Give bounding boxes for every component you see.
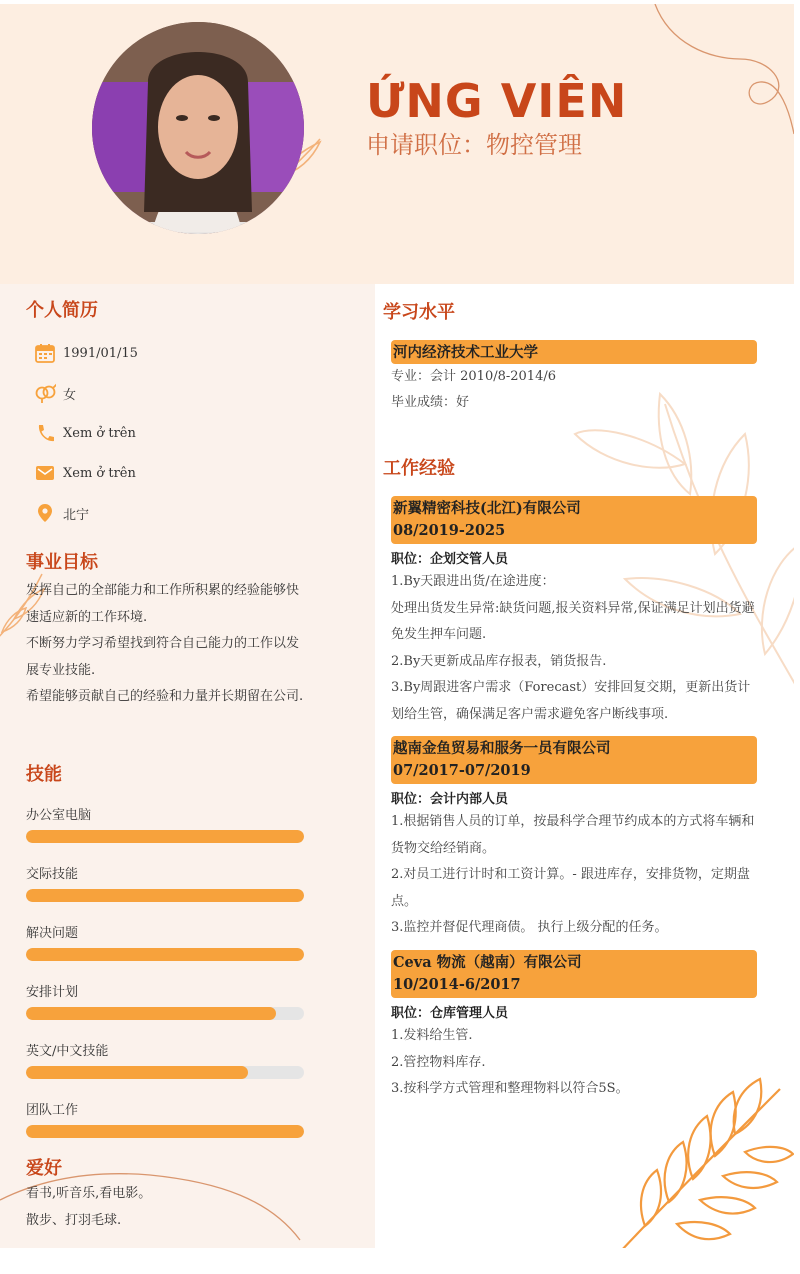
email-value: Xem ở trên bbox=[63, 465, 136, 481]
duty-line: 3.监控并督促代理商债。 执行上级分配的任务。 bbox=[391, 920, 668, 935]
company-name: 越南金鱼贸易和服务一员有限公司 bbox=[393, 740, 611, 757]
skill-item bbox=[26, 804, 304, 843]
skill-bar bbox=[26, 948, 304, 961]
skill-bar bbox=[26, 1125, 304, 1138]
birthdate-row bbox=[34, 341, 138, 365]
duty-line: 3.By周跟进客户需求（Forecast）安排回复交期，更新出货计划给生管，确保满足客户需求避免客户断线事项. bbox=[391, 680, 751, 722]
skill-bar bbox=[26, 889, 304, 902]
skill-name: 解决问题 bbox=[26, 926, 79, 941]
skill-bar bbox=[26, 1066, 304, 1079]
left-sidebar bbox=[0, 284, 375, 1248]
job-duties bbox=[391, 1023, 759, 1103]
experience-heading: 工作经验 bbox=[383, 458, 455, 479]
skill-level-fill bbox=[26, 1066, 248, 1079]
applied-position: 申请职位：物控管理 bbox=[366, 131, 582, 159]
job-role: 职位：仓库管理人员 bbox=[391, 1006, 509, 1021]
objective-heading: 事业目标 bbox=[26, 552, 98, 573]
skill-item bbox=[26, 1040, 304, 1079]
skill-item bbox=[26, 922, 304, 961]
education-heading: 学习水平 bbox=[383, 302, 455, 323]
job-role: 职位：企划交管人员 bbox=[391, 552, 509, 567]
job-period: 10/2014-6/2017 bbox=[393, 976, 521, 993]
profile-heading: 个人简历 bbox=[26, 300, 98, 321]
skill-name: 安排计划 bbox=[26, 985, 79, 1000]
education-major: 专业：会计 2010/8-2014/6 bbox=[391, 369, 556, 384]
skills-heading: 技能 bbox=[26, 764, 62, 785]
hobby-line: 散步、打羽毛球. bbox=[26, 1212, 122, 1228]
phone-row bbox=[34, 421, 136, 445]
duty-line: 2.By天更新成品库存报表，销货报告. bbox=[391, 653, 607, 669]
gender-icon bbox=[34, 382, 56, 404]
job-period: 07/2017-07/2019 bbox=[393, 762, 531, 779]
resume-page bbox=[0, 4, 794, 1248]
email-row bbox=[34, 461, 136, 485]
job-header bbox=[391, 950, 757, 998]
skill-name: 英文/中文技能 bbox=[26, 1044, 109, 1059]
address-row bbox=[34, 501, 89, 525]
skill-bar bbox=[26, 830, 304, 843]
address-value: 北宁 bbox=[63, 507, 90, 523]
objective-text: 发挥自己的全部能力和工作所积累的经验能够快速适应新的工作环境. 不断努力学习希望找到符合自己能力的工作以发展专业技能. 希望能够贡献自己的经验和力量并长期留在公司. bbox=[26, 583, 304, 704]
skill-item bbox=[26, 863, 304, 902]
education-grade: 毕业成绩：好 bbox=[391, 395, 470, 410]
location-pin-icon bbox=[34, 502, 56, 524]
job-duties bbox=[391, 569, 759, 728]
duty-line: 2.对员工进行计时和工资计算。- 跟进库存，安排货物，定期盘点。 bbox=[391, 867, 750, 909]
hobby-line: 看书,听音乐,看电影。 bbox=[26, 1186, 152, 1201]
duty-line: 处理出货发生异常:缺货问题,报关资料异常,保证满足计划出货避免发生押车问题. bbox=[391, 600, 755, 642]
duty-line: 1.发料给生管. bbox=[391, 1028, 473, 1043]
hobbies-text bbox=[26, 1181, 308, 1234]
skill-level-fill bbox=[26, 1007, 276, 1020]
candidate-name: ỨNG VIÊN bbox=[366, 74, 628, 128]
skill-level-fill bbox=[26, 1125, 304, 1138]
job-role: 职位：会计内部人员 bbox=[391, 792, 509, 807]
skill-name: 团队工作 bbox=[26, 1103, 79, 1118]
header-band bbox=[0, 4, 794, 284]
skill-bar bbox=[26, 1007, 304, 1020]
birthdate-value: 1991/01/15 bbox=[63, 345, 138, 361]
phone-value: Xem ở trên bbox=[63, 425, 136, 441]
skill-item bbox=[26, 1099, 304, 1138]
portrait-image bbox=[92, 22, 304, 234]
duty-line: 1.By天跟进出货/在途进度： bbox=[391, 574, 555, 589]
duty-line: 1.根据销售人员的订单，按最科学合理节约成本的方式将车辆和货物交给经销商。 bbox=[391, 814, 755, 856]
school-highlight: 河内经济技术工业大学 bbox=[391, 340, 757, 364]
job-header bbox=[391, 496, 757, 544]
company-name: 新翼精密科技(北江)有限公司 bbox=[393, 500, 581, 517]
skill-level-fill bbox=[26, 889, 304, 902]
hobbies-heading: 爱好 bbox=[26, 1158, 62, 1179]
company-name: Ceva 物流（越南）有限公司 bbox=[393, 954, 582, 971]
skill-item bbox=[26, 981, 304, 1020]
phone-icon bbox=[34, 422, 56, 444]
duty-line: 2.管控物料库存. bbox=[391, 1054, 486, 1070]
gender-row bbox=[34, 381, 76, 405]
calendar-icon bbox=[34, 342, 56, 364]
job-duties bbox=[391, 809, 759, 942]
skill-level-fill bbox=[26, 948, 304, 961]
job-period: 08/2019-2025 bbox=[393, 522, 506, 539]
skill-level-fill bbox=[26, 830, 304, 843]
job-header bbox=[391, 736, 757, 784]
skill-name: 交际技能 bbox=[26, 867, 79, 882]
skill-name: 办公室电脑 bbox=[26, 808, 92, 823]
avatar bbox=[92, 22, 304, 234]
email-icon bbox=[34, 462, 56, 484]
gender-value: 女 bbox=[63, 387, 77, 403]
duty-line: 3.按科学方式管理和整理物料以符合5S。 bbox=[391, 1081, 629, 1096]
